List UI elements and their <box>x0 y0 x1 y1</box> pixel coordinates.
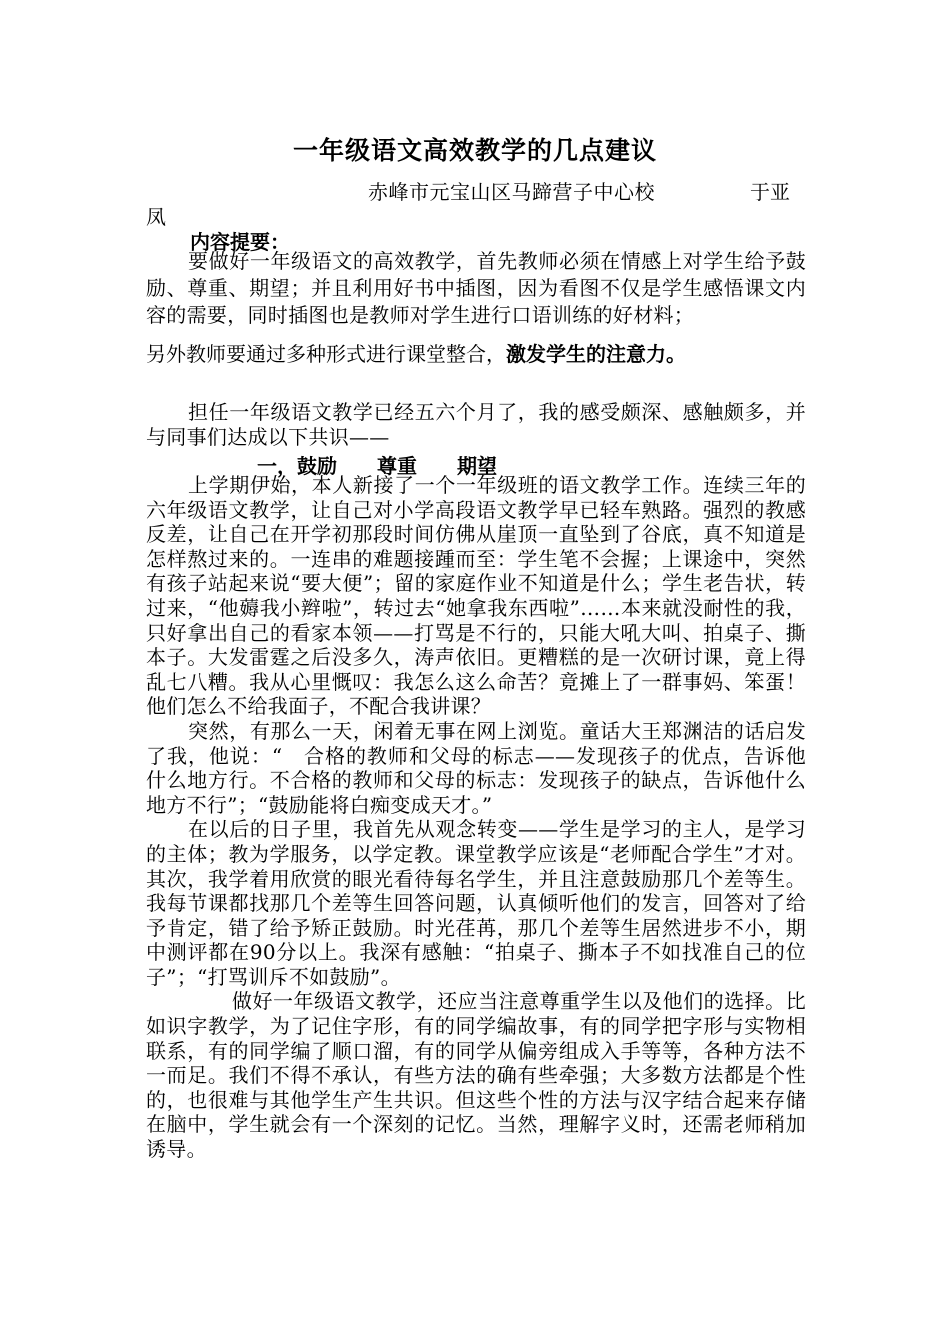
body-paragraph: 上学期伊始，本人新接了一个一年级班的语文教学工作。连续三年的六年级语文教学，让自己对小学高段语文教学早已轻车熟路。强烈的教感反差，让自己在开学初那段时间仿佛从崖顶一直坠到了谷底，真不知道是怎样熬过来的。一连串的难题接踵而至：学生笔不会握；上课途中，突然有孩子站起来说“要大便”；留的家庭作业不知道是什么；学生老告状，转过来，“他薅我小辫啦”，转过去“她拿我东西啦”……本来就没耐性的我，只好拿出自己的看家本领——打骂是不行的，只能大吼大叫、拍桌子、撕本子。大发雷霆之后没多久，涛声依旧。更糟糕的是一次研讨课，竟上得乱七八糟。我从心里慨叹：我怎么这么命苦？竟摊上了一群事妈、笨蛋！他们怎么不给我面子，不配合我讲课？ <box>146 473 806 719</box>
body-paragraph: 突然，有那么一天，闲着无事在网上浏览。童话大王郑渊洁的话启发了我，他说：“ 合格的教师和父母的标志——发现孩子的优点，告诉他什么地方行。不合格的教师和父母的标志：发现孩子的缺点，告诉他什么地方不行”；“鼓励能将白痴变成天才。” <box>146 718 806 817</box>
intro-paragraph: 担任一年级语文教学已经五六个月了，我的感受颇深、感触颇多，并与同事们达成以下共识—— <box>146 400 806 449</box>
abstract-tail-emphasis: 激发学生的注意力。 <box>506 342 686 366</box>
body-paragraph: 做好一年级语文教学，还应当注意尊重学生以及他们的选择。比如识字教学，为了记住字形，有的同学编故事，有的同学把字形与实物相联系，有的同学编了顺口溜，有的同学从偏旁组成入手等等，各种方法不一而足。我们不得不承认，有些方法的确有些牵强；大多数方法都是个性的，也很难与其他学生产生共识。但这些个性的方法与汉字结合起来存储在脑中，学生就会有一个深刻的记忆。当然，理解字义时，还需老师稍加诱导。 <box>146 989 806 1162</box>
body-text <box>146 473 806 1162</box>
section-heading-item-3: 期望 <box>457 454 497 478</box>
author-name-part-1: 于亚 <box>750 180 790 204</box>
abstract-body <box>146 248 806 329</box>
body-paragraph: 在以后的日子里，我首先从观念转变——学生是学习的主人，是学习的主体；教为学服务，以学定教。课堂教学应该是“老师配合学生”才对。其次，我学着用欣赏的眼光看待每名学生，并且注意鼓励那几个差等生。我每节课都找那几个差等生回答问题，认真倾听他们的发言，回答对了给予肯定，错了给予矫正鼓励。时光荏苒，那几个差等生居然进步不小，期中测评都在90分以上。我深有感触：“拍桌子、撕本子不如找准自己的位子”；“打骂训斥不如鼓励”。 <box>146 817 806 989</box>
author-name-part-2: 凤 <box>146 205 166 229</box>
abstract-tail <box>146 338 826 367</box>
author-affiliation: 赤峰市元宝山区马蹄营子中心校 <box>368 180 655 204</box>
intro-block <box>146 400 806 449</box>
document-title: 一年级语文高效教学的几点建议 <box>292 136 657 165</box>
abstract-paragraph: 要做好一年级语文的高效教学，首先教师必须在情感上对学生给予鼓励、尊重、期望；并且利用好书中插图，因为看图不仅是学生感悟课文内容的需要，同时插图也是教师对学生进行口语训练的好材料； <box>146 249 806 327</box>
abstract-tail-text: 另外教师要通过多种形式进行课堂整合， <box>146 342 506 366</box>
section-heading-item-2: 尊重 <box>377 454 417 478</box>
section-heading-item-1: 一，鼓励 <box>257 454 337 478</box>
abstract-heading: 内容提要： <box>190 230 290 254</box>
